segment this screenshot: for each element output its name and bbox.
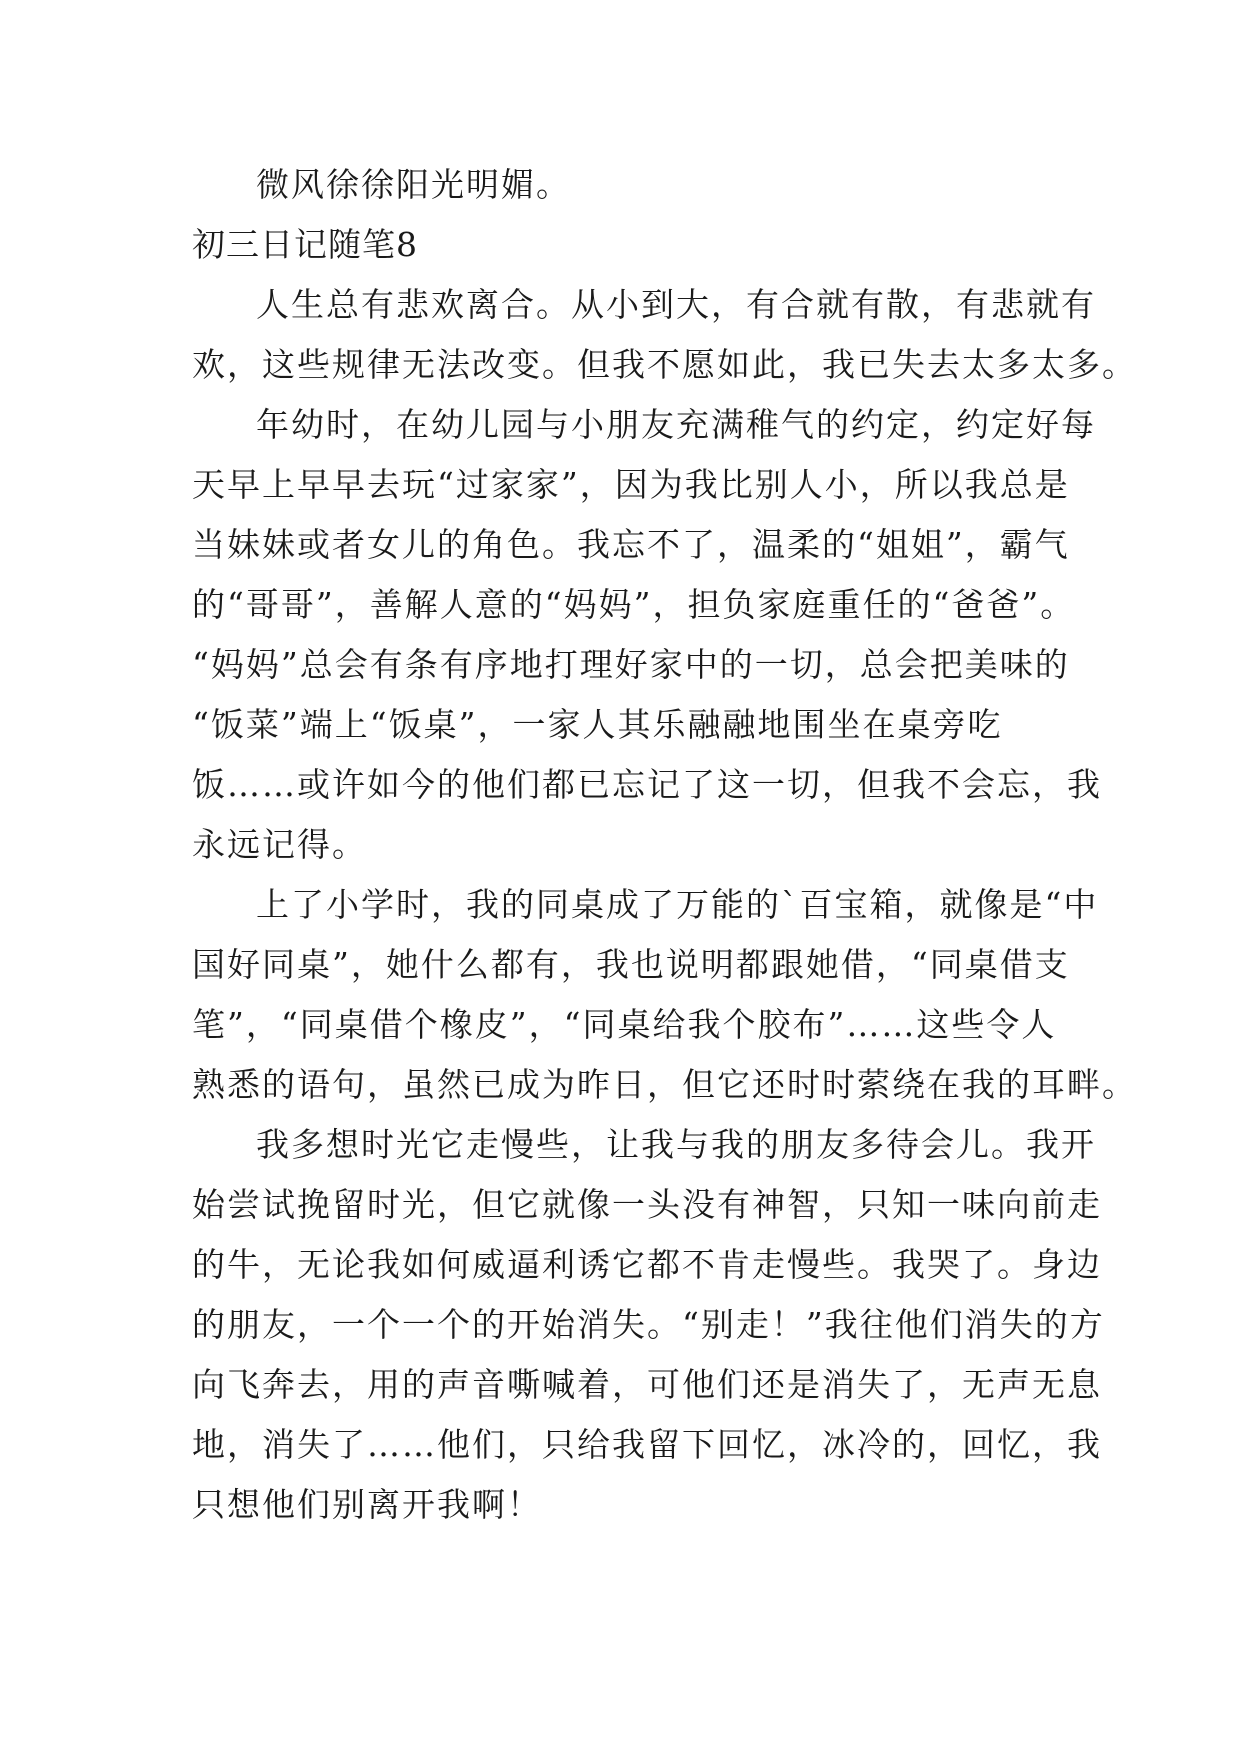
text-line: 的牛，无论我如何威逼利诱它都不肯走慢些。我哭了。身边: [192, 1245, 1102, 1284]
text-line: 天早上早早去玩“过家家”，因为我比别人小，所以我总是: [192, 465, 1070, 504]
text-line: 地，消失了……他们，只给我留下回忆，冰冷的，回忆，我: [192, 1425, 1102, 1464]
text-line: 熟悉的语句，虽然已成为昨日，但它还时时萦绕在我的耳畔。: [192, 1065, 1137, 1104]
section-title: 初三日记随笔8: [192, 225, 418, 264]
text-line: 国好同桌”，她什么都有，我也说明都跟她借，“同桌借支: [192, 945, 1070, 984]
text-line: 上了小学时，我的同桌成了万能的`百宝箱，就像是“中: [256, 885, 1099, 924]
text-line: 年幼时，在幼儿园与小朋友充满稚气的约定，约定好每: [256, 405, 1096, 444]
text-line: 永远记得。: [192, 825, 367, 864]
text-line: 欢，这些规律无法改变。但我不愿如此，我已失去太多太多。: [192, 345, 1137, 384]
text-line: 的朋友，一个一个的开始消失。“别走！”我往他们消失的方: [192, 1305, 1105, 1344]
text-line: 只想他们别离开我啊！: [192, 1485, 542, 1524]
text-line: 向飞奔去，用的声音嘶喊着，可他们还是消失了，无声无息: [192, 1365, 1102, 1404]
text-line: 始尝试挽留时光，但它就像一头没有神智，只知一味向前走: [192, 1185, 1102, 1224]
text-line: 饭……或许如今的他们都已忘记了这一切，但我不会忘，我: [192, 765, 1102, 804]
text-line: 的“哥哥”，善解人意的“妈妈”，担负家庭重任的“爸爸”。: [192, 585, 1076, 624]
text-line: “饭菜”端上“饭桌”，一家人其乐融融地围坐在桌旁吃: [192, 705, 1003, 744]
text-line: 微风徐徐阳光明媚。: [256, 165, 571, 204]
text-line: 人生总有悲欢离合。从小到大，有合就有散，有悲就有: [256, 285, 1096, 324]
text-line: 当妹妹或者女儿的角色。我忘不了，温柔的“姐姐”，霸气: [192, 525, 1070, 564]
text-line: 我多想时光它走慢些，让我与我的朋友多待会儿。我开: [256, 1125, 1096, 1164]
text-line: “妈妈”总会有条有序地打理好家中的一切，总会把美味的: [192, 645, 1070, 684]
text-line: 笔”，“同桌借个橡皮”，“同桌给我个胶布”……这些令人: [192, 1005, 1057, 1044]
document-body: [192, 155, 1137, 1535]
